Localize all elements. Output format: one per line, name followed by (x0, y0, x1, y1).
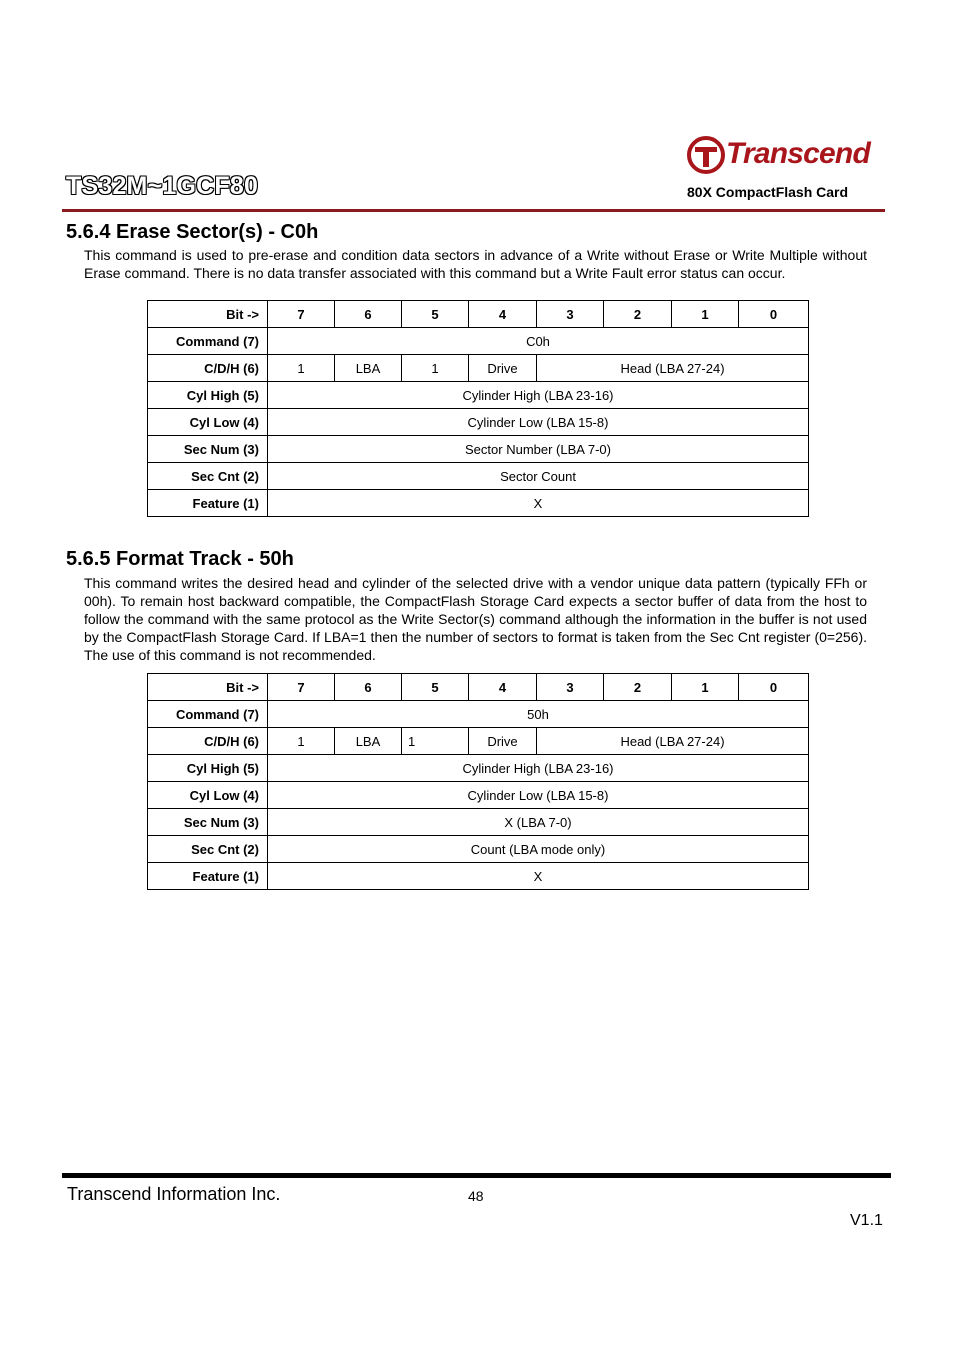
bit-value: 1 (402, 355, 469, 382)
row-label: Cyl Low (4) (148, 409, 268, 436)
bit-value: 1 (402, 728, 469, 755)
footer-company: Transcend Information Inc. (67, 1184, 281, 1204)
table-row-cdh (148, 355, 809, 382)
register-table-erase-sector (147, 300, 809, 517)
bit-header: 7 (268, 674, 335, 701)
row-label: Bit -> (148, 674, 268, 701)
table-row-sec-cnt (148, 836, 809, 863)
bit-value: Drive (469, 355, 537, 382)
row-label: Sec Cnt (2) (148, 836, 268, 863)
bit-value: 1 (268, 728, 335, 755)
row-label: Sec Cnt (2) (148, 463, 268, 490)
row-label: Command (7) (148, 701, 268, 728)
table-row-sec-cnt (148, 463, 809, 490)
transcend-logo-icon (686, 134, 726, 176)
row-label: Sec Num (3) (148, 809, 268, 836)
bit-header: 0 (739, 674, 809, 701)
transcend-logo (686, 134, 882, 176)
row-label: Sec Num (3) (148, 436, 268, 463)
section-title-format-track: 5.6.5 Format Track - 50h (66, 548, 294, 570)
row-label: Cyl High (5) (148, 382, 268, 409)
footer-divider (62, 1173, 891, 1178)
bit-header: 4 (469, 674, 537, 701)
table-row-command (148, 328, 809, 355)
bit-header: 1 (672, 301, 739, 328)
section-title-erase-sector: 5.6.4 Erase Sector(s) - C0h (66, 221, 319, 243)
bit-header: 1 (672, 674, 739, 701)
bit-value: 1 (268, 355, 335, 382)
table-row-command (148, 701, 809, 728)
register-value: Cylinder High (LBA 23-16) (268, 755, 809, 782)
document-model-title: TS32M~1GCF80 (66, 172, 259, 200)
register-value: Count (LBA mode only) (268, 836, 809, 863)
header-divider (62, 209, 885, 212)
table-row-bits (148, 301, 809, 328)
row-label: Bit -> (148, 301, 268, 328)
head-value: Head (LBA 27-24) (537, 728, 809, 755)
register-value: X (LBA 7-0) (268, 809, 809, 836)
bit-header: 6 (335, 301, 402, 328)
register-value: X (268, 863, 809, 890)
row-label: Feature (1) (148, 863, 268, 890)
table-row-feature (148, 490, 809, 517)
bit-value: LBA (335, 355, 402, 382)
row-label: Feature (1) (148, 490, 268, 517)
bit-value: Drive (469, 728, 537, 755)
section-paragraph-erase-sector: This command is used to pre-erase and condition data sectors in advance of a Write without Erase or Write Multiple without Erase command. There is no data transfer associated with this command but a Write Fault error status can occur. (84, 247, 867, 281)
bit-header: 3 (537, 674, 604, 701)
table-row-sec-num (148, 809, 809, 836)
bit-header: 2 (604, 301, 672, 328)
bit-value: LBA (335, 728, 402, 755)
register-value: Cylinder Low (LBA 15-8) (268, 409, 809, 436)
section-paragraph-format-track: This command writes the desired head and cylinder of the selected drive with a vendor unique data pattern (typically FFh or 00h). To remain host backward compatible, the CompactFlash Storage Card expects a sector buffer of data from the host to follow the command with the same protocol as the Write Sector(s) command although the information in the buffer is not used by the CompactFlash Storage Card. If LBA=1 then the number of sectors to format is taken from the Sec Cnt register (0=256). The use of this command is not recommended. (84, 575, 867, 663)
document-version: V1.1 (850, 1212, 883, 1229)
bit-header: 7 (268, 301, 335, 328)
row-label: Command (7) (148, 328, 268, 355)
register-table-format-track (147, 673, 809, 890)
row-label: Cyl High (5) (148, 755, 268, 782)
table-row-feature (148, 863, 809, 890)
bit-header: 3 (537, 301, 604, 328)
bit-header: 4 (469, 301, 537, 328)
bit-header: 0 (739, 301, 809, 328)
table-row-cyl-low (148, 409, 809, 436)
row-label: C/D/H (6) (148, 355, 268, 382)
row-label: C/D/H (6) (148, 728, 268, 755)
register-value: 50h (268, 701, 809, 728)
register-value: Sector Count (268, 463, 809, 490)
register-value: Sector Number (LBA 7-0) (268, 436, 809, 463)
table-row-cyl-high (148, 382, 809, 409)
bit-header: 2 (604, 674, 672, 701)
row-label: Cyl Low (4) (148, 782, 268, 809)
register-value: X (268, 490, 809, 517)
product-subtitle: 80X CompactFlash Card (687, 184, 849, 200)
brand-wordmark: Transcend (726, 137, 870, 170)
register-value: C0h (268, 328, 809, 355)
bit-header: 5 (402, 301, 469, 328)
table-row-sec-num (148, 436, 809, 463)
table-row-bits (148, 674, 809, 701)
table-row-cdh (148, 728, 809, 755)
table-row-cyl-low (148, 782, 809, 809)
table-row-cyl-high (148, 755, 809, 782)
register-value: Cylinder High (LBA 23-16) (268, 382, 809, 409)
page-number: 48 (468, 1188, 484, 1204)
register-value: Cylinder Low (LBA 15-8) (268, 782, 809, 809)
head-value: Head (LBA 27-24) (537, 355, 809, 382)
bit-header: 6 (335, 674, 402, 701)
bit-header: 5 (402, 674, 469, 701)
